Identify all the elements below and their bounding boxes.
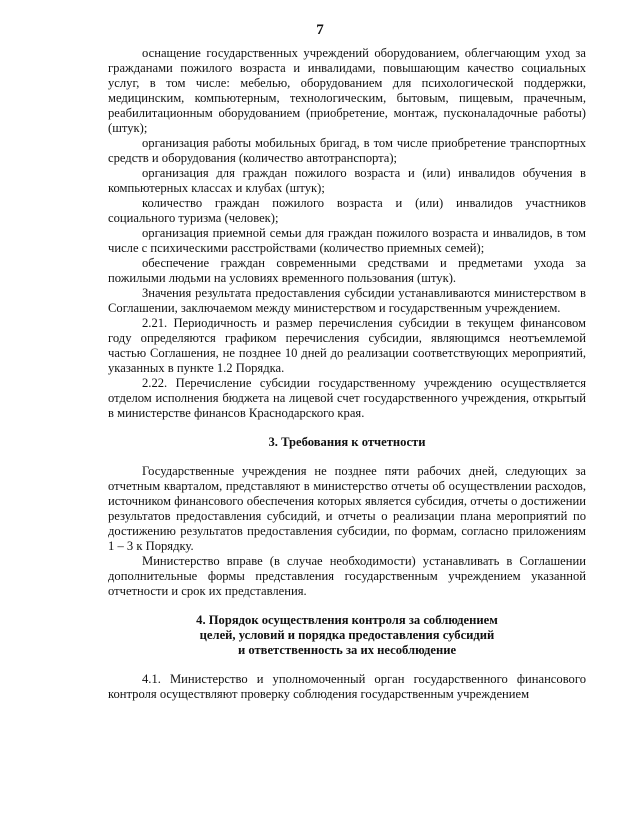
section-4-body <box>108 672 586 702</box>
paragraph: Значения результата предоставления субсидии устанавливаются министерством в Соглашении, заключаемом между министерством и государственным учреждением. <box>108 286 586 315</box>
heading-line: и ответственность за их несоблюдение <box>237 643 457 657</box>
paragraph: Государственные учреждения не позднее пяти рабочих дней, следующих за отчетным кварталом, представляют в министерство отчеты об осуществлении расходов, источником финансового обеспечения которых является субсидия, отчеты о достижении результатов предоставления субсидий, и отчеты о реализации плана мероприятий по достижению результатов предоставления субсидии, по формам, согласно приложениям 1 – 3 к Порядку. <box>108 464 586 553</box>
paragraph: Министерство вправе (в случае необходимости) устанавливать в Соглашении дополнительные формы представления государственным учреждением указанной отчетности и срок их представления. <box>108 554 586 598</box>
document-body <box>108 46 586 702</box>
paragraph: количество граждан пожилого возраста и (или) инвалидов участников социального туризма (человек); <box>108 196 586 225</box>
paragraph: оснащение государственных учреждений оборудованием, облегчающим уход за гражданами пожилого возраста и инвалидами, повышающим качество социальных услуг, в том числе: мебелью, оборудованием для психологической поддержки, медицинским, компьютерным, технологическим, бытовым, пищевым, прачечным, реабилитационным оборудованием (приобретение, монтаж, пусконаладочные работы) (штук); <box>108 46 586 135</box>
paragraph: 2.22. Перечисление субсидии государственному учреждению осуществляется отделом исполнения бюджета на лицевой счет государственного учреждения, открытый в министерстве финансов Краснодарского края. <box>108 376 586 420</box>
paragraph: организация приемной семьи для граждан пожилого возраста и инвалидов, в том числе с психическими расстройствами (количество приемных семей); <box>108 226 586 255</box>
heading-line: 4. Порядок осуществления контроля за соблюдением <box>196 613 498 627</box>
paragraph: организация для граждан пожилого возраста и (или) инвалидов обучения в компьютерных классах и клубах (штук); <box>108 166 586 195</box>
paragraph: обеспечение граждан современными средствами и предметами ухода за пожилыми людьми на условиях временного пользования (штук). <box>108 256 586 285</box>
section-2-continuation <box>108 46 586 421</box>
paragraph: 2.21. Периодичность и размер перечисления субсидии в текущем финансовом году определяются графиком перечисления субсидии, являющимся неотъемлемой частью Соглашения, не позднее 10 дней до реализации соответствующих мероприятий, указанных в пункте 1.2 Порядка. <box>108 316 586 375</box>
paragraph: 4.1. Министерство и уполномоченный орган государственного финансового контроля осуществляют проверку соблюдения государственным учреждением <box>108 672 586 701</box>
page-number: 7 <box>316 22 324 38</box>
paragraph: организация работы мобильных бригад, в том числе приобретение транспортных средств и оборудования (количество автотранспорта); <box>108 136 586 165</box>
heading-line: целей, условий и порядка предоставления субсидий <box>199 628 495 642</box>
section-3-heading: 3. Требования к отчетности <box>268 435 426 449</box>
section-3-body <box>108 464 586 599</box>
section-4-heading <box>108 613 586 658</box>
